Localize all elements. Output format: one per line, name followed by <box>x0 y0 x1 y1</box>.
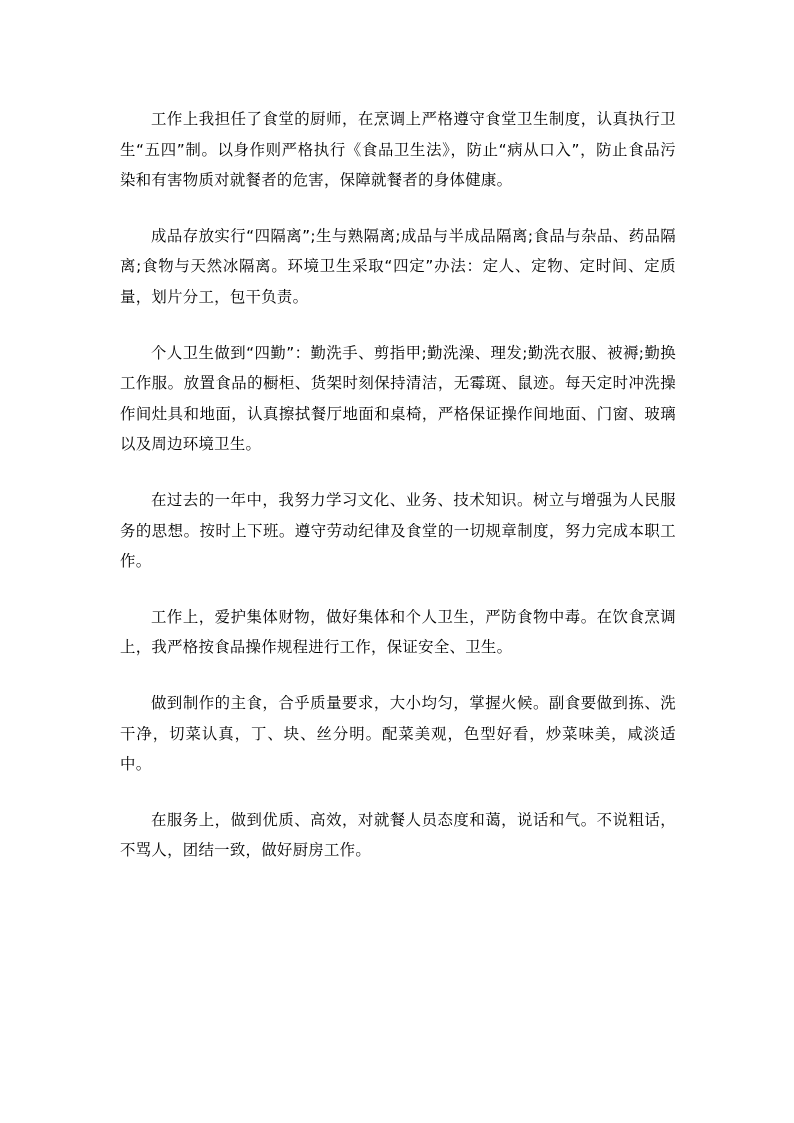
paragraph-hygiene-duty: 工作上我担任了食堂的厨师，在烹调上严格遵守食堂卫生制度，认真执行卫生“五四”制。以身作则严格执行《食品卫生法》，防止“病从口入”，防止食品污染和有害物质对就餐者的危害，保障就餐者的身体健康。 <box>120 110 676 190</box>
paragraph-personal-hygiene: 个人卫生做到“四勤”：勤洗手、剪指甲;勤洗澡、理发;勤洗衣服、被褥;勤换工作服。放置食品的橱柜、货架时刻保持清洁，无霉斑、鼠迹。每天定时冲洗操作间灶具和地面，认真擦拭餐厅地面和桌椅，严格保证操作间地面、门窗、玻璃以及周边环境卫生。 <box>120 343 676 454</box>
document-body <box>120 104 676 891</box>
paragraph-food-safety: 工作上，爱护集体财物，做好集体和个人卫生，严防食物中毒。在饮食烹调上，我严格按食品操作规程进行工作，保证安全、卫生。 <box>120 607 676 657</box>
paragraph-cooking-standards: 做到制作的主食，合乎质量要求，大小均匀，掌握火候。副食要做到拣、洗干净，切菜认真，丁、块、丝分明。配菜美观，色型好看，炒菜味美，咸淡适中。 <box>120 693 676 774</box>
paragraph-year-review: 在过去的一年中，我努力学习文化、业务、技术知识。树立与增强为人民服务的思想。按时上下班。遵守劳动纪律及食堂的一切规章制度，努力完成本职工作。 <box>120 490 676 571</box>
paragraph-service-attitude: 在服务上，做到优质、高效，对就餐人员态度和蔼，说话和气。不说粗话，不骂人，团结一致，做好厨房工作。 <box>120 810 676 860</box>
paragraph-storage-rules: 成品存放实行“四隔离”;生与熟隔离;成品与半成品隔离;食品与杂品、药品隔离;食物与天然冰隔离。环境卫生采取“四定”办法：定人、定物、定时间、定质量，划片分工，包干负责。 <box>120 226 676 306</box>
